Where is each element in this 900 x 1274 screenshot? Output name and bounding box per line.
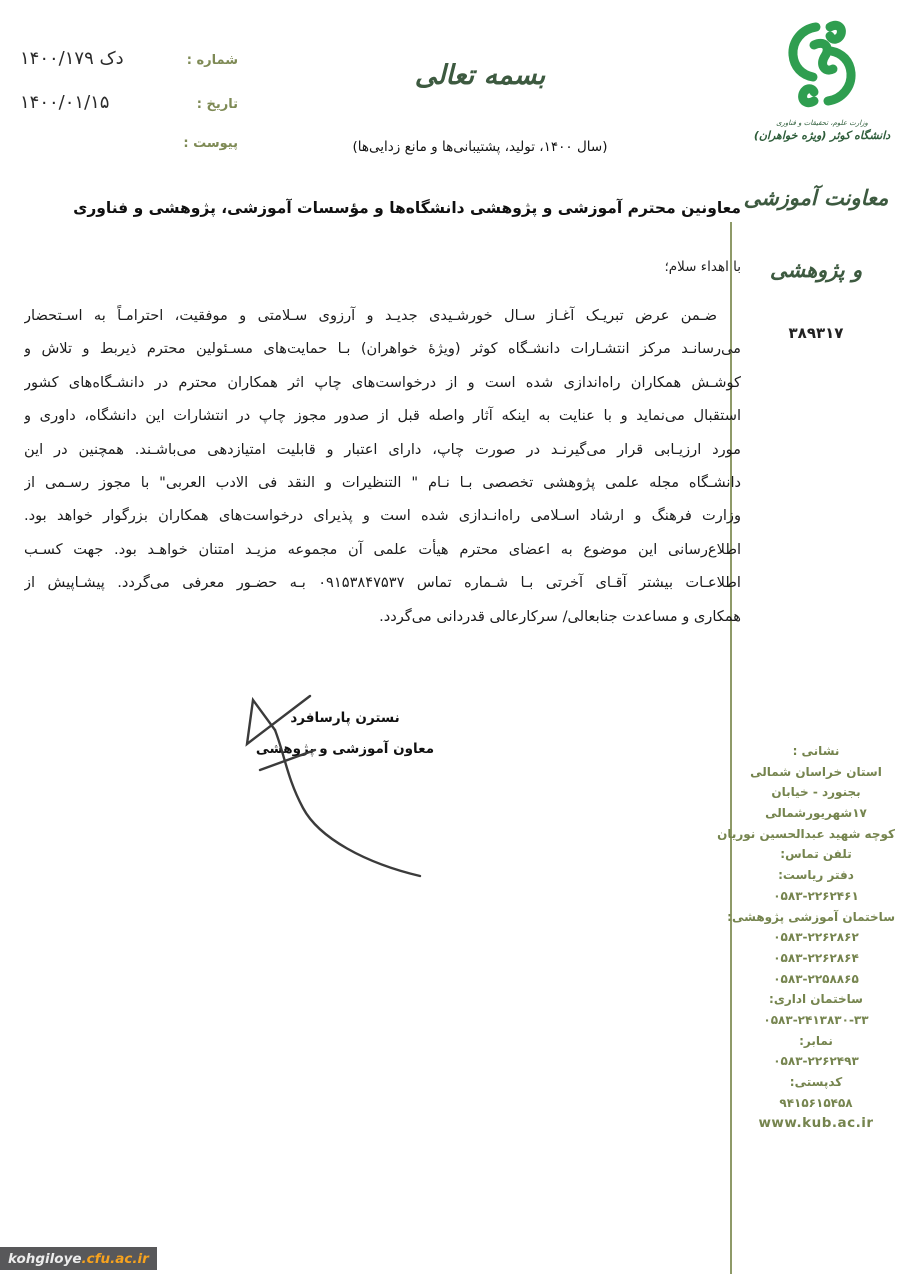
- salutation: با اهداء سلام؛: [664, 259, 741, 275]
- body-line: وزارت فرهنگ و ارشاد اسـلامی راه‌انـدازی شده است و پذیرای درخواست‌های همکاران بزرگوار خواهد بود.: [24, 507, 741, 525]
- body-line: می‌رسانـد مرکز انتشـارات دانشـگاه کوثر (ویژهٔ خواهران) بـا حمایت‌های مسـئولین محترم ذیربط و تلاش و: [24, 340, 741, 358]
- recipient-heading: معاونین محترم آموزشی و پژوهشی دانشگاه‌ها و مؤسسات آموزشی، پژوهشی و فناوری: [73, 199, 741, 217]
- year-slogan: (سال ۱۴۰۰، تولید، پشتیبانی‌ها و مانع زدایی‌ها): [352, 139, 608, 155]
- body-line: اطلاع‌رسانی این موضوع به اعضای محترم هیأت علمی آن مجموعه مزیـد امتنان خواهـد بود. جهت کسـب: [24, 540, 741, 558]
- watermark-suffix: .cfu.ac.ir: [81, 1250, 149, 1267]
- address-block: [717, 741, 895, 1134]
- letter-number-row: [20, 48, 238, 75]
- address-line: نشانی :: [792, 744, 840, 758]
- address-line: ۱۷شهریورشمالی: [765, 806, 867, 821]
- body-line: ضـمن عرض تبریـک آغـاز سـال خورشـیدی جدیـد و آرزوی سـلامتی و موفقیت، احترامـاً به اسـتحضار: [24, 307, 717, 324]
- body-line: همکاری و مساعدت جنابعالی/ سرکارعالی قدردانی می‌گردد.: [379, 607, 741, 625]
- body-line: اطلاعـات بیشتر آقـای آخرتی بـا شـماره تماس ۰۹۱۵۳۸۴۷۵۳۷ بـه حضـور معرفی می‌گردد. پیشـاپیش از: [24, 574, 741, 592]
- address-line: ۰۵۸۳-۲۲۵۸۸۶۵: [773, 971, 859, 986]
- besmele-calligraphy: بسمه تعالی: [414, 60, 546, 91]
- ministry-caption: وزارت علوم، تحقیقات و فناوری: [776, 119, 868, 127]
- body-line: دانشـگاه مجله علمی پژوهشی تخصصی بـا نـام " التنظیرات و النقد فی الادب العربی" با مجوز رسـمی از: [24, 473, 741, 491]
- address-line: ۰۵۸۳-۲۴۱۳۸۳۰-۳۳: [763, 1012, 869, 1027]
- department-block: [736, 186, 896, 342]
- letter-date-value: ۱۴۰۰/۰۱/۱۵: [20, 92, 110, 113]
- reference-number: ۳۸۹۳۱۷: [788, 324, 844, 342]
- watermark-prefix: kohgiloye: [8, 1250, 82, 1267]
- letter-number-value: ۱۴۰۰/۱۷۹ دک: [20, 48, 124, 69]
- signature-name: نسترن پارسافرد: [290, 710, 400, 726]
- address-line: ساختمان اداری:: [769, 992, 863, 1007]
- department-calligraphy-line1: معاونت آموزشی: [743, 186, 889, 210]
- university-logo-icon: [772, 14, 872, 114]
- address-line: ۰۵۸۳-۲۲۶۲۴۹۳: [773, 1054, 859, 1069]
- address-line: بجنورد - خیابان: [771, 785, 861, 800]
- address-line: استان خراسان شمالی: [750, 764, 882, 779]
- signature-block: [255, 710, 435, 757]
- address-line: www.kub.ac.ir: [758, 1115, 874, 1132]
- body-line: مورد ارزیـابی قرار می‌گیرنـد در صورت چاپ، دارای اعتبار و قابلیت امتیازدهی می‌باشـند. همچنین در این: [24, 440, 741, 458]
- address-line: تلفن تماس:: [780, 847, 852, 862]
- body-line: استقبال می‌نماید و با عنایت به اینکه آثار واصله قبل از صدور مجوز چاپ در انتشارات این دانشگاه، داوری و: [24, 407, 741, 425]
- address-line: ۹۴۱۵۶۱۵۴۵۸: [779, 1095, 853, 1110]
- address-line: کوچه شهید عبدالحسین نوریان: [717, 826, 895, 841]
- department-calligraphy-line2: و پژوهشی: [769, 258, 863, 282]
- letter-number-label: شماره :: [186, 53, 238, 68]
- address-line: ساختمان آموزشی پژوهشی:: [727, 909, 895, 924]
- letter-meta: [20, 48, 238, 180]
- address-line: ۰۵۸۳-۲۲۶۲۸۶۴: [773, 950, 859, 965]
- university-logo: [750, 14, 894, 142]
- letter-date-row: [20, 92, 238, 119]
- letter-attachment-label: پیوست :: [183, 136, 238, 151]
- address-line: نمابر:: [799, 1033, 833, 1048]
- address-line: ۰۵۸۳-۲۲۶۲۸۶۲: [773, 930, 859, 945]
- signature-title: معاون آموزشی و پژوهشی: [255, 741, 435, 757]
- address-line: دفتر ریاست:: [778, 868, 854, 883]
- body-line: کوشـش همکاران راه‌اندازی شده است و از درخواست‌های چاپ اثر همکاران محترم در دانشـگاه‌های کشور: [24, 373, 741, 391]
- body-paragraph: [24, 299, 741, 633]
- address-line: کدپستی:: [789, 1075, 843, 1089]
- watermark-bar: [0, 1247, 157, 1270]
- letter-date-label: تاریخ :: [196, 97, 238, 112]
- address-line: ۰۵۸۳-۲۲۶۲۴۶۱: [773, 888, 859, 903]
- letter-attachment-row: [20, 136, 238, 163]
- university-caption: دانشگاه کوثر (ویژه خواهران): [753, 129, 891, 142]
